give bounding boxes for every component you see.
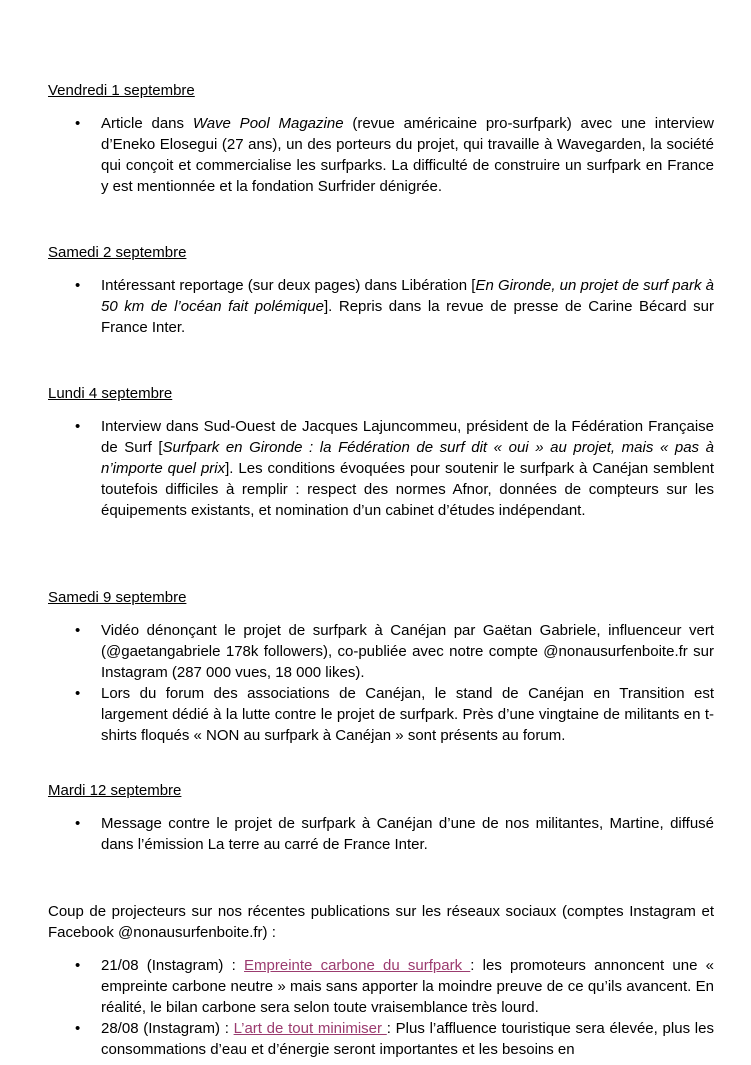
bullet-list	[48, 416, 714, 521]
social-highlights	[48, 901, 714, 1060]
item-title: Wave Pool Magazine	[192, 115, 344, 132]
item-text: Intéressant reportage (sur deux pages) dans Libération [	[101, 277, 476, 294]
item-title: Surfpark en Gironde : la Fédération de surf dit « oui » au projet, mais « pas à n’importe quel prix	[101, 439, 714, 477]
item-text: Interview dans Sud-Ouest de Jacques Lajuncommeu, président de la Fédération Française de Surf [	[101, 418, 714, 456]
list-item	[48, 416, 714, 521]
post-link-empreinte-carbone[interactable]: Empreinte carbone du surfpark	[244, 957, 471, 974]
date-heading: Lundi 4 septembre	[48, 385, 173, 402]
list-item	[48, 1018, 714, 1060]
bullet-list	[48, 275, 714, 338]
list-item	[48, 683, 714, 746]
entry-mardi-12-septembre	[48, 780, 714, 855]
item-text: Article dans	[101, 115, 193, 132]
list-item	[48, 275, 714, 338]
entry-samedi-2-septembre	[48, 242, 714, 338]
date-heading: Mardi 12 septembre	[48, 782, 182, 799]
item-text: Message contre le projet de surfpark à Canéjan d’une de nos militantes, Martine, diffusé dans l’émission La terre au carré de France Inter.	[101, 815, 714, 853]
item-text: : Plus l’affluence touristique sera élevée, plus les consommations d’eau et d’énergie seront importantes et les besoins en	[101, 1020, 714, 1058]
bullet-list	[48, 620, 714, 746]
bullet-list	[48, 113, 714, 197]
list-item	[48, 620, 714, 683]
list-item	[48, 813, 714, 855]
item-text: Vidéo dénonçant le projet de surfpark à Canéjan par Gaëtan Gabriele, influenceur vert (@gaetangabriele 178k followers), co-publiée avec notre compte @nonausurfenboite.fr sur Instagram (287 000 vues, 18 000 likes).	[101, 622, 714, 681]
entry-lundi-4-septembre	[48, 383, 714, 521]
bullet-list	[48, 955, 714, 1060]
item-title: En Gironde, un projet de surf park à 50 km de l’océan fait polémique	[101, 277, 714, 315]
date-heading: Vendredi 1 septembre	[48, 82, 195, 99]
item-text: ]. Les conditions évoquées pour soutenir le surfpark à Canéjan semblent toutefois difficiles à remplir : respect des normes Afnor, données de compteurs sur les équipements existants, et nomination d’un cabinet d’études indépendant.	[101, 460, 714, 519]
item-text: Lors du forum des associations de Canéjan, le stand de Canéjan en Transition est largement dédié à la lutte contre le projet de surfpark. Près d’une vingtaine de militants en t-shirts floqués « NON au surfpark à Canéjan » sont présents au forum.	[101, 685, 714, 744]
item-text: 28/08 (Instagram) :	[101, 1020, 234, 1037]
post-link-art-de-tout-minimiser[interactable]: L’art de tout minimiser	[233, 1020, 387, 1037]
date-heading: Samedi 9 septembre	[48, 589, 187, 606]
entry-samedi-9-septembre	[48, 587, 714, 746]
date-heading: Samedi 2 septembre	[48, 244, 187, 261]
list-item	[48, 955, 714, 1018]
social-intro: Coup de projecteurs sur nos récentes publications sur les réseaux sociaux (comptes Instagram et Facebook @nonausurfenboite.fr) :	[48, 903, 714, 941]
item-text: ]. Repris dans la revue de presse de Carine Bécard sur France Inter.	[101, 298, 714, 336]
list-item	[48, 113, 714, 197]
entry-vendredi-1-septembre	[48, 80, 714, 197]
bullet-list	[48, 813, 714, 855]
item-text: : les promoteurs annoncent une « empreinte carbone neutre » mais sans apporter la moindre preuve de ce qu’ils avancent. En réalité, le bilan carbone sera selon toute vraisemblance très lourd.	[101, 957, 714, 1016]
item-text: (revue américaine pro-surfpark) avec une interview d’Eneko Elosegui (27 ans), un des porteurs du projet, qui travaille à Wavegarden, la société qui conçoit et commercialise les surfparks. La difficulté de construire un surfpark en France y est mentionnée et la fondation Surfrider dénigrée.	[101, 115, 714, 195]
item-text: 21/08 (Instagram) :	[101, 957, 245, 974]
